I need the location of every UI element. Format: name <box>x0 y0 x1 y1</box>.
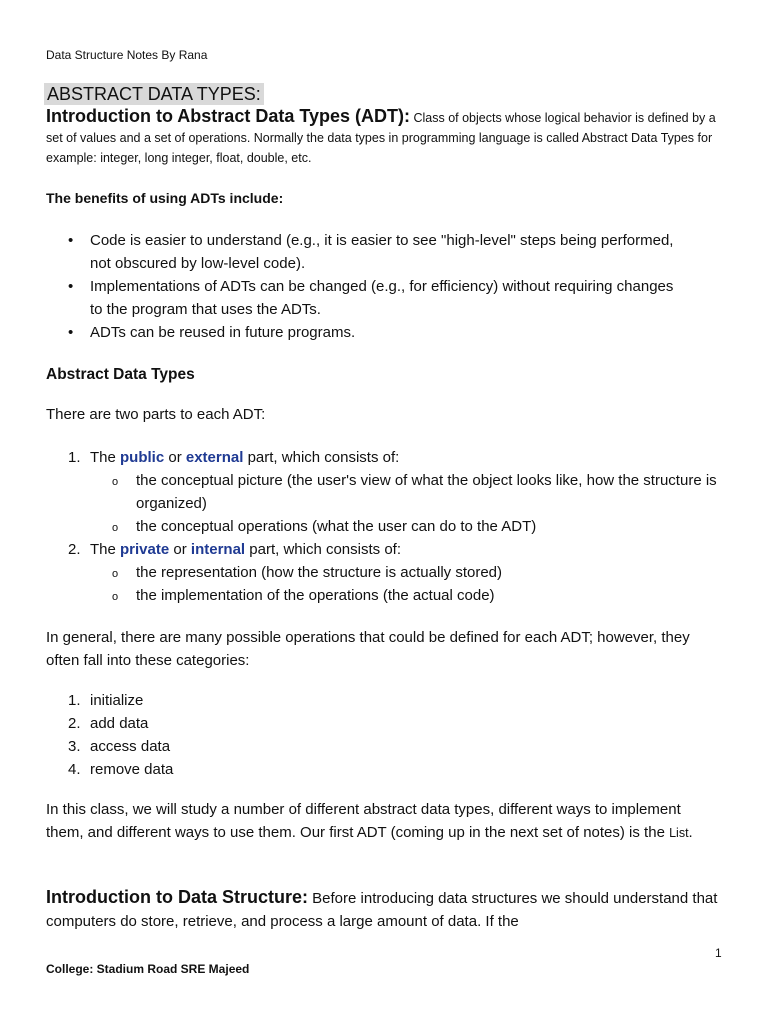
list-item: 4. remove data <box>68 761 174 778</box>
parts-list <box>46 446 726 607</box>
list-item: 2. The private or internal part, which consists of: o the representation (how the structure is actually stored) o the implementation of the operations (the actual code) <box>46 538 726 607</box>
list-item: • ADTs can be reused in future programs. <box>46 321 686 344</box>
general-paragraph: In general, there are many possible operations that could be defined for each ADT; however, they often fall into these categories: <box>46 629 690 669</box>
list-item: 1. The public or external part, which consists of: o the conceptual picture (the user's view of what the object looks like, how the structure is organized) o the conceptual operations (what the user can do to the ADT) <box>46 446 726 538</box>
two-parts-text: There are two parts to each ADT: <box>46 406 266 423</box>
circle-bullet-icon: o <box>112 522 119 534</box>
circle-bullet-icon: o <box>112 568 119 580</box>
list-item: • Code is easier to understand (e.g., it is easier to see "high-level" steps being performed, not obscured by low-level code). <box>46 229 686 275</box>
page-header: Data Structure Notes By Rana <box>46 48 208 62</box>
ds-heading: Introduction to Data Structure: <box>46 887 308 907</box>
benefits-list <box>46 229 686 344</box>
adt-heading: Abstract Data Types <box>46 366 195 383</box>
intro-text: Class of objects whose logical behavior is defined by a set of values and a set of operations. Normally the data types in programming language is called Abstract Data Types for example: integer, long integer, float, double, etc. <box>46 111 716 165</box>
sub-list <box>90 561 726 607</box>
circle-bullet-icon: o <box>112 591 119 603</box>
intro-heading: Introduction to Abstract Data Types (ADT): <box>46 106 410 126</box>
bullet-icon: • <box>68 278 74 295</box>
keyword-public: public <box>120 449 165 466</box>
intro-paragraph <box>46 106 726 168</box>
categories-list <box>46 689 173 781</box>
list-item: • Implementations of ADTs can be changed (e.g., for efficiency) without requiring changes to the program that uses the ADTs. <box>46 275 686 321</box>
list-word: List <box>669 826 689 840</box>
sub-list-item: o the conceptual picture (the user's view of what the object looks like, how the structure is organized) <box>112 472 717 512</box>
bullet-icon: • <box>68 232 74 249</box>
sub-list-item: o the implementation of the operations (the actual code) <box>90 584 726 607</box>
sub-list-item: o the conceptual operations (what the user can do to the ADT) <box>90 515 726 538</box>
list-number: 2. <box>68 541 81 558</box>
keyword-external: external <box>185 449 244 466</box>
list-number: 1. <box>68 449 81 466</box>
circle-bullet-icon: o <box>112 476 119 488</box>
sub-list <box>90 469 726 538</box>
list-item: 1. initialize <box>68 692 144 709</box>
study-paragraph: In this class, we will study a number of different abstract data types, different ways to implement them, and different ways to use them. Our first ADT (coming up in the next set of notes) is the List. <box>46 801 693 841</box>
section-title: ABSTRACT DATA TYPES: <box>44 83 264 105</box>
page-footer: College: Stadium Road SRE Majeed <box>46 962 250 976</box>
keyword-internal: internal <box>190 541 246 558</box>
list-item: 2. add data <box>68 715 149 732</box>
page-number: 1 <box>715 946 722 960</box>
keyword-private: private <box>120 541 170 558</box>
sub-list-item: o the representation (how the structure is actually stored) <box>90 561 726 584</box>
list-item: 3. access data <box>68 738 171 755</box>
data-structure-paragraph <box>46 886 726 933</box>
ds-text: Before introducing data structures we should understand that computers do store, retrieve, and process a large amount of data. If the <box>46 890 718 930</box>
benefits-heading: The benefits of using ADTs include: <box>46 190 284 206</box>
bullet-icon: • <box>68 324 74 341</box>
